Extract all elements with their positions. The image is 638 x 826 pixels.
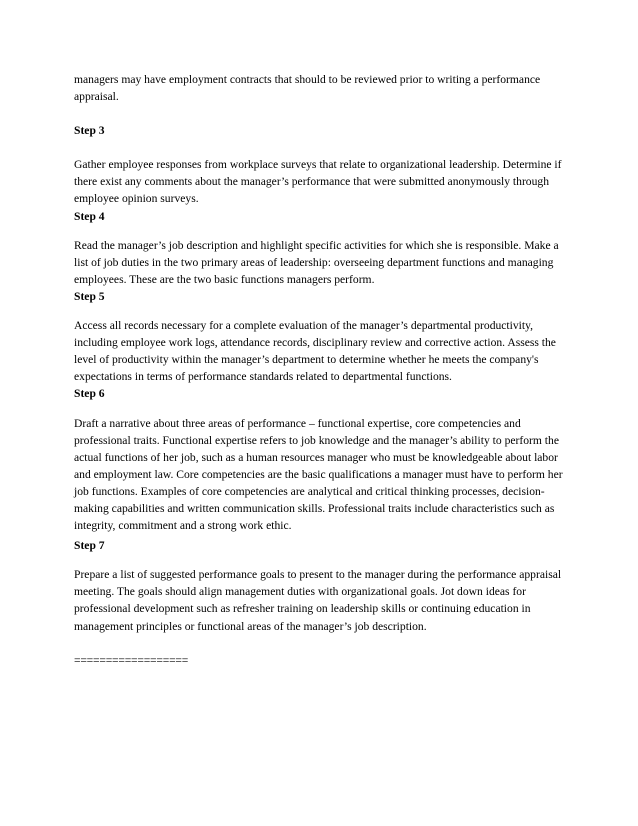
document-page bbox=[74, 71, 564, 669]
spacer bbox=[74, 554, 564, 566]
spacer bbox=[74, 305, 564, 317]
spacer bbox=[74, 139, 564, 156]
step-7-text: Prepare a list of suggested performance goals to present to the manager during the performance appraisal meeting. The goals should align management duties with organizational goals. Jot down ideas for professional development such as refresher training on leadership skills or continuing education in management principles or functional areas of the manager’s job description. bbox=[74, 568, 562, 633]
step-5-text: Access all records necessary for a complete evaluation of the manager’s departmental productivity, including employee work logs, attendance records, disciplinary review and corrective action. Assess the level of productivity within the manager’s department to determine whether he meets the company's expectations in terms of performance standards related to departmental functions. bbox=[74, 319, 556, 384]
step-6-heading: Step 6 bbox=[74, 387, 105, 401]
step-3-text: Gather employee responses from workplace surveys that relate to organizational leadership. Determine if there exist any comments about the manager’s performance that were submitted anonymously through employee opinion surveys. bbox=[74, 158, 562, 206]
step-7-heading: Step 7 bbox=[74, 539, 105, 553]
step-6-text: Draft a narrative about three areas of performance – functional expertise, core competencies and professional traits. Functional expertise refers to job knowledge and the manager’s ability to perform the actual functions of her job, such as a human resources manager who must be knowledgeable about labor and employment law. Core competencies are the basic qualifications a manager must have to perform her job functions. Examples of core competencies are analytical and critical thinking processes, decision-making capabilities and written communication skills. Professional traits include characteristics such as integrity, commitment and a strong work ethic. bbox=[74, 416, 563, 533]
step-4-text: Read the manager’s job description and highlight specific activities for which she is responsible. Make a list of job duties in the two primary areas of leadership: overseeing department functions and managing employees. These are the two basic functions managers perform. bbox=[74, 238, 559, 286]
spacer bbox=[74, 105, 564, 122]
spacer bbox=[74, 635, 564, 652]
intro-paragraph: managers may have employment contracts that should to be reviewed prior to writing a performance appraisal. bbox=[74, 73, 541, 104]
step-5-heading: Step 5 bbox=[74, 289, 105, 303]
step-3-heading: Step 3 bbox=[74, 124, 105, 138]
spacer bbox=[74, 225, 564, 237]
spacer bbox=[74, 403, 564, 415]
step-4-heading: Step 4 bbox=[74, 209, 105, 223]
section-divider: ================== bbox=[74, 653, 189, 667]
